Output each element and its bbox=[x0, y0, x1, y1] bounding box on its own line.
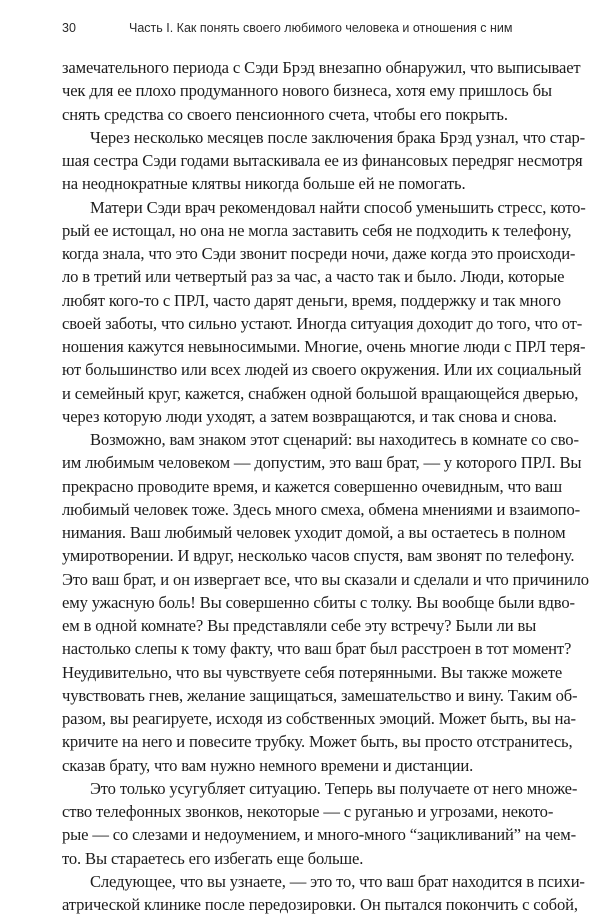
text-line: шая сестра Сэди годами вытаскивала ее из финансовых передряг несмотря bbox=[62, 151, 583, 170]
text-line: любимый человек тоже. Здесь много смеха, обмена мнениями и взаимопо- bbox=[62, 499, 581, 519]
text-line: им любимым человеком — допустим, это ваш брат, — у которого ПРЛ. Вы bbox=[62, 453, 582, 473]
page-number: 30 bbox=[62, 21, 76, 35]
text-line: Возможно, вам знаком этот сценарий: вы находитесь в комнате со сво- bbox=[90, 430, 579, 449]
running-title: Часть I. Как понять своего любимого человека и отношения с ним bbox=[129, 21, 513, 35]
text-line: настолько слепы к тому факту, что ваш брат был расстроен в тот момент? bbox=[62, 639, 572, 659]
paragraph bbox=[62, 56, 581, 126]
text-line: ем в одной комнате? Вы представляли себе эту встречу? Были ли вы bbox=[62, 616, 537, 635]
text-line: ношения кажутся невыносимыми. Многие, очень многие люди с ПРЛ теря- bbox=[62, 337, 586, 356]
text-line: нимания. Ваш любимый человек уходит домой, а вы остаетесь в полном bbox=[62, 523, 566, 542]
text-line: прекрасно проводите время, и кажется совершенно очевидным, что ваш bbox=[62, 476, 563, 496]
text-line: Неудивительно, что вы чувствуете себя потерянными. Вы также можете bbox=[62, 662, 563, 682]
text-line: своей заботы, что сильно устают. Иногда ситуация доходит до того, что от- bbox=[62, 313, 583, 333]
text-line: рый ее истощал, но она не могла заставить себя не подходить к телефону, bbox=[62, 220, 572, 240]
text-line: то. Вы стараетесь его избегать еще больше. bbox=[62, 848, 364, 868]
text-line: разом, вы реагируете, исходя из собственных эмоций. Может быть, вы на- bbox=[62, 709, 576, 728]
text-line: любят кого-то с ПРЛ, часто дарят деньги, время, поддержку и так много bbox=[62, 290, 561, 310]
paragraph bbox=[62, 126, 586, 196]
text-line: ло в третий или четвертый раз за час, а часто так и было. Люди, которые bbox=[62, 267, 565, 287]
text-line: атрической клинике после передозировки. Он пытался покончить с собой, bbox=[62, 895, 578, 914]
paragraph bbox=[62, 428, 589, 777]
text-line: Матери Сэди врач рекомендовал найти способ уменьшить стресс, кото- bbox=[90, 197, 586, 217]
text-line: когда знала, что это Сэди звонит посреди ночи, даже когда это происходи- bbox=[62, 244, 576, 263]
text-line: и семейный круг, кажется, снабжен одной большой вращающейся дверью, bbox=[62, 383, 579, 403]
paragraph bbox=[62, 196, 586, 429]
text-line: сказав брату, что вам нужно немного времени и дистанции. bbox=[62, 755, 474, 775]
text-line: ему ужасную боль! Вы совершенно сбиты с толку. Вы вообще были вдво- bbox=[62, 592, 575, 612]
text-line: ство телефонных звонков, некоторые — с руганью и угрозами, некото- bbox=[62, 802, 554, 821]
text-line: рые — со слезами и недоумением, и много-много “зацикливаний” на чем- bbox=[62, 825, 576, 845]
text-line: умиротворении. И вдруг, несколько часов спустя, вам звонят по телефону. bbox=[62, 546, 575, 566]
text-line: кричите на него и повесите трубку. Может быть, вы просто отстранитесь, bbox=[62, 732, 573, 752]
text-line: ют большинство или всех людей из своего окружения. Или их социальный bbox=[62, 360, 582, 380]
paragraph bbox=[62, 870, 585, 916]
text-line: Это ваш брат, и он извергает все, что вы сказали и сделали и что причинило bbox=[62, 569, 589, 589]
text-line: чувствовать гнев, желание защищаться, замешательство и вину. Таким об- bbox=[62, 685, 578, 705]
paragraph bbox=[62, 777, 578, 870]
text-line: Следующее, что вы узнаете, — это то, что ваш брат находится в психи- bbox=[90, 871, 585, 891]
text-line: Через несколько месяцев после заключения брака Брэд узнал, что стар- bbox=[90, 127, 586, 147]
text-line: через которую люди уходят, а затем возвращаются, и так снова и снова. bbox=[62, 406, 557, 426]
text-line: Это только усугубляет ситуацию. Теперь вы получаете от него множе- bbox=[90, 778, 578, 798]
body-text bbox=[62, 56, 589, 916]
text-line: чек для ее плохо продуманного нового бизнеса, хотя ему пришлось бы bbox=[62, 81, 552, 101]
text-line: замечательного периода с Сэди Брэд внезапно обнаружил, что выписывает bbox=[62, 58, 581, 77]
running-header bbox=[62, 21, 580, 35]
text-line: на неоднократные клятвы никогда больше ей не помогать. bbox=[62, 174, 466, 194]
text-line: снять средства со своего пенсионного счета, чтобы его покрыть. bbox=[62, 104, 508, 124]
